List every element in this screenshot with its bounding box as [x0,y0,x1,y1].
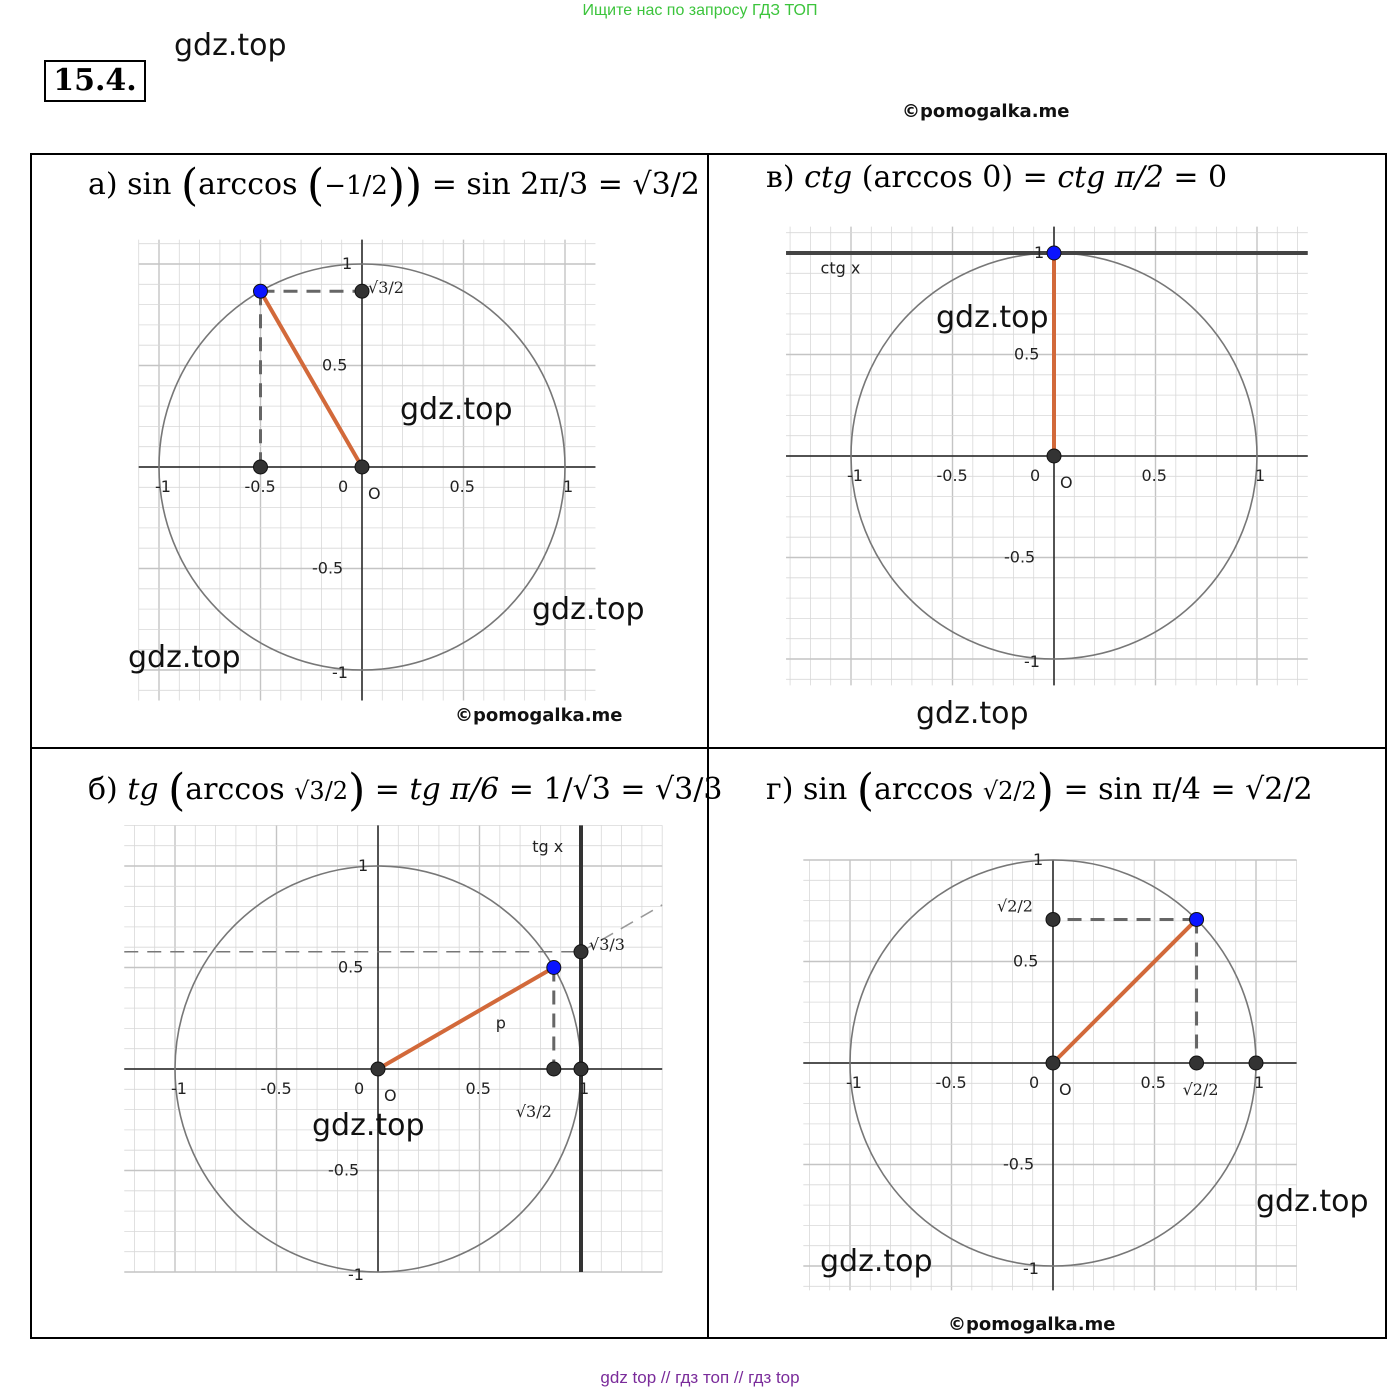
eq-b-result: √3/3 [655,772,723,807]
equation-c: в) ctg (arccos 0) = ctg π/2 = 0 [766,160,1228,195]
tick-label-y: 0.5 [1014,344,1040,364]
copyright: ©pomogalka.me [902,101,1070,122]
tick-label-y: -1 [1024,652,1040,671]
watermark-c2: gdz.top [916,696,1029,731]
eq-b-argfunc: arccos [185,772,285,807]
angle-point [1190,912,1204,926]
angle-point [1047,246,1061,260]
origin-label: O [1059,1080,1072,1099]
eq-d-result: √2/2 [1245,772,1313,807]
problem-number: 15.4. [44,60,146,102]
tick-label-x: -1 [171,1079,187,1098]
tick-label-x: -1 [847,466,863,485]
value-label-y: √2/2 [997,896,1033,916]
eq-b-mid: tg π/6 [409,772,500,807]
tick-label-x: -0.5 [244,477,276,496]
tick-label-x: 0.5 [465,1079,491,1098]
ctg-label: ctg x [820,258,861,278]
tick-label-x: -0.5 [936,466,968,485]
equation-b: б) tg (arccos √3/2) = tg π/6 = 1/√3 = √3/3 [88,765,723,816]
eq-b-arg: √3/2 [294,777,349,805]
projection-dot-y [355,284,369,298]
origin-dot [1046,1056,1060,1070]
value-label-y: √3/2 [368,278,404,298]
angle-point [254,284,268,298]
plot-a [139,240,596,701]
tick-label-x: 0 [338,477,349,496]
tick-label-y: 0.5 [338,957,364,977]
watermark-c1: gdz.top [936,300,1049,335]
plot-b [124,825,662,1272]
radius-line [378,968,554,1070]
eq-a-arg: −1/2 [324,171,388,201]
watermark-d1: gdz.top [1256,1184,1369,1219]
eq-a-mid: sin 2π/3 [466,167,589,202]
tick-label-x: -0.5 [935,1073,967,1092]
unit-dot [1249,1056,1263,1070]
radius-line [261,291,363,467]
tick-label-x: 0.5 [1141,466,1167,485]
origin-label: O [384,1086,397,1105]
tick-label-x: 0 [1029,1073,1040,1092]
eq-a-argfunc: arccos [198,167,298,202]
tangent-dot [574,945,588,959]
value-label-x: √2/2 [1182,1080,1219,1099]
label-b: б) [88,772,118,807]
label-d: г) [766,772,794,807]
eq-c-argfunc: arccos [873,160,973,195]
tick-label-x: -1 [155,477,171,496]
eq-d-arg: √2/2 [982,777,1037,805]
tick-label-y: 0.5 [1013,951,1039,971]
tick-label-y: -0.5 [1004,547,1036,567]
tick-label-y: 0.5 [322,355,348,375]
unit-dot [574,1062,588,1076]
eq-a-result: √3/2 [632,167,700,202]
equation-a: а) sin (arccos (−1/2)) = sin 2π/3 = √3/2 [88,160,700,211]
projection-dot-y [1046,912,1060,926]
top-banner[interactable]: Ищите нас по запросу ГДЗ ТОП [582,2,818,19]
watermark-a1: gdz.top [400,392,513,427]
tick-label-y: -0.5 [312,558,344,578]
copyright-a: ©pomogalka.me [455,705,623,726]
tick-label-y: -1 [1023,1259,1039,1278]
eq-c-mid: ctg π/2 [1057,160,1164,195]
tick-label-x: -0.5 [260,1079,292,1098]
segment-label: p [495,1013,506,1033]
origin-dot [355,460,369,474]
origin-dot [1047,449,1061,463]
tick-label-x: -1 [846,1073,862,1092]
eq-c-arg: 0 [982,160,1002,195]
watermark-d2: gdz.top [820,1244,933,1279]
projection-dot-x [547,1062,561,1076]
projection-dot-x [1190,1056,1204,1070]
tg-label: tg x [532,836,564,856]
equation-d: г) sin (arccos √2/2) = sin π/4 = √2/2 [766,765,1313,816]
eq-c-func: ctg [804,160,853,195]
tick-label-x: 1 [1254,1073,1265,1092]
label-a: а) [88,167,118,202]
eq-b-func: tg [127,772,159,807]
watermark-a3: gdz.top [128,640,241,675]
tick-label-x: 1 [1255,466,1266,485]
bottom-links[interactable]: gdz top // гдз топ // гдз top [600,1368,800,1387]
copyright-d: ©pomogalka.me [948,1314,1116,1335]
tick-label-x: 0 [354,1079,365,1098]
eq-b-mid2: 1/√3 [543,772,611,807]
projection-dot-x [254,460,268,474]
origin-label: O [368,484,381,503]
tick-label-x: 0.5 [1140,1073,1166,1092]
origin-label: O [1060,473,1073,492]
eq-d-func: sin [802,772,848,807]
eq-a-func: sin [127,167,172,202]
tick-label-y: -0.5 [328,1160,360,1180]
value-label-x: √3/2 [515,1102,552,1121]
tick-label-y: 1 [1033,850,1044,869]
watermark: gdz.top [174,28,287,63]
plot-c [786,227,1308,686]
plot-d [803,860,1296,1290]
angle-point [547,961,561,975]
tick-label-y: 1 [358,856,369,875]
eq-d-mid: sin π/4 [1098,772,1201,807]
eq-c-result: 0 [1208,160,1228,195]
origin-dot [371,1062,385,1076]
tick-label-y: 1 [342,254,353,273]
value-label-t: √3/3 [589,934,625,954]
tick-label-y: -1 [332,663,348,682]
tick-label-x: 1 [563,477,574,496]
tick-label-x: 0.5 [449,477,475,496]
tick-label-y: -1 [348,1265,364,1284]
tick-label-y: -0.5 [1003,1154,1035,1174]
label-c: в) [766,160,795,195]
eq-d-argfunc: arccos [874,772,974,807]
tick-label-x: 1 [579,1079,590,1098]
watermark-a2: gdz.top [532,592,645,627]
tick-label-y: 1 [1034,243,1045,262]
watermark-b1: gdz.top [312,1108,425,1143]
tick-label-x: 0 [1030,466,1041,485]
